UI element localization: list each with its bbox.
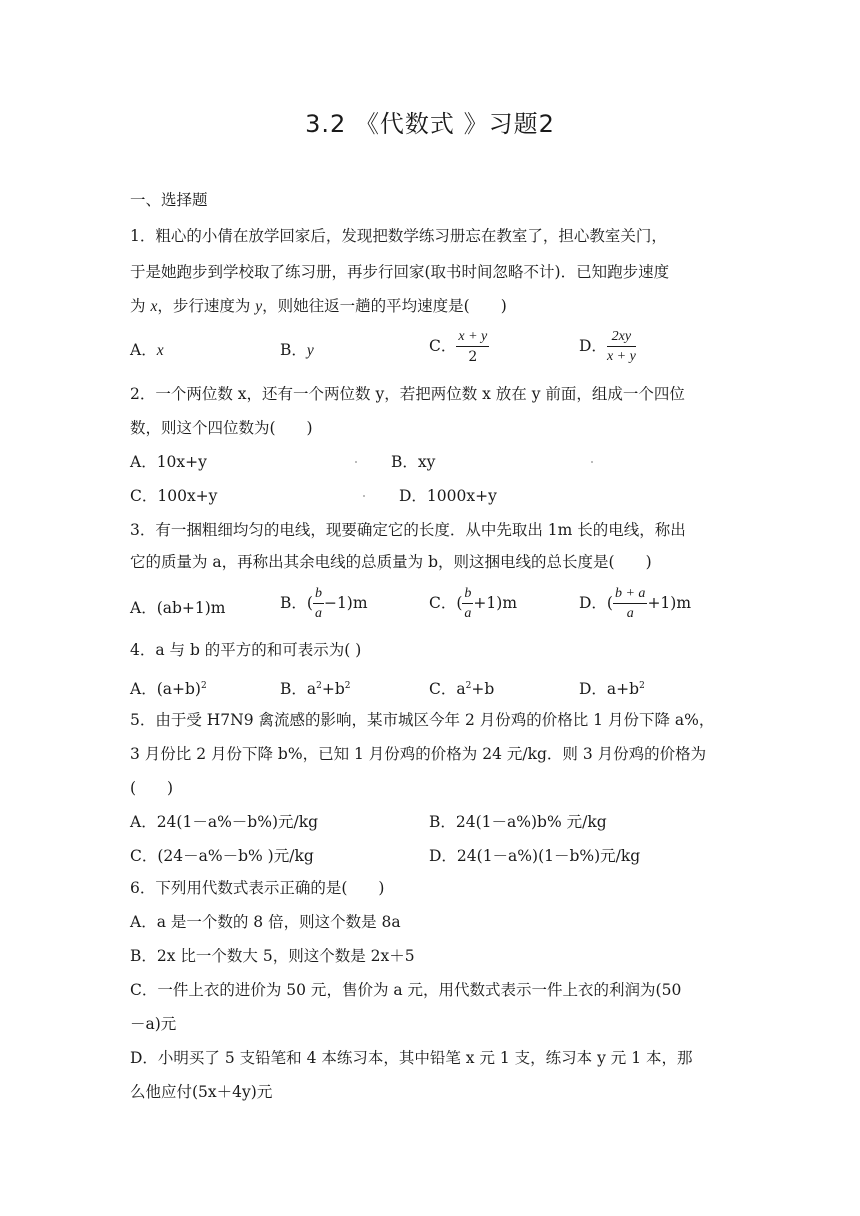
- q6-option-d-line-1: D．小明买了 5 支铅笔和 4 本练习本，其中铅笔 x 元 1 支，练习本 y 元 1 本，那: [130, 1049, 693, 1067]
- q3-option-d: D．( $\frac{b + a}{a}$ +1)m: [579, 586, 692, 621]
- q3-option-b: B．( $\frac{b}{a}$ −1)m: [280, 586, 368, 621]
- q3-option-a: A．(ab+1)m: [130, 599, 226, 617]
- q6-option-b: B．2x 比一个数大 5，则这个数是 2x＋5: [130, 947, 415, 965]
- q5-line-2: 3 月份比 2 月份下降 b%，已知 1 月份鸡的价格为 24 元/kg．则 3 月份鸡的价格为: [130, 745, 707, 763]
- q4-option-c: C．$a^2+b$: [429, 680, 495, 698]
- q6-option-d-line-2: 么他应付(5x＋4y)元: [130, 1083, 273, 1101]
- q6-option-c-line-1: C．一件上衣的进价为 50 元，售价为 a 元，用代数式表示一件上衣的利润为(50: [130, 981, 682, 999]
- q2-option-a: A．10x+y: [130, 453, 207, 471]
- q5-option-d: D．24(1－a%)(1－b%)元/kg: [429, 847, 641, 865]
- section-heading: 一、选择题: [130, 191, 208, 209]
- q1-line-3: 为 x，步行速度为 y，则她往返一趟的平均速度是( ): [130, 297, 507, 315]
- q5-line-1: 5．由于受 H7N9 禽流感的影响，某市城区今年 2 月份鸡的价格比 1 月份下降 a%，: [130, 711, 715, 729]
- speck-mark: [363, 495, 365, 497]
- q1-option-b: B．y: [280, 341, 314, 359]
- q5-option-c: C．(24－a%－b% )元/kg: [130, 847, 314, 865]
- q5-option-a: A．24(1－a%－b%)元/kg: [130, 813, 319, 831]
- q4-line-1: 4．a 与 b 的平方的和可表示为( ): [130, 641, 362, 659]
- q6-option-c-line-2: －a)元: [130, 1015, 177, 1033]
- q5-option-b: B．24(1－a%)b% 元/kg: [429, 813, 607, 831]
- q1-option-c: C． $\frac{x + y}{2}$: [429, 329, 488, 365]
- q4-option-d: D．$a+b^2$: [579, 680, 645, 698]
- q3-line-2: 它的质量为 a，再称出其余电线的总质量为 b，则这捆电线的总长度是( ): [130, 553, 652, 571]
- q1-d-fraction: $\frac{2xy}{x + y}$: [606, 329, 636, 364]
- q2-line-2: 数，则这个四位数为( ): [130, 419, 313, 437]
- q4-option-b: B．$a^2+b^2$: [280, 680, 351, 698]
- q1-line-1: 1．粗心的小倩在放学回家后，发现把数学练习册忘在教室了，担心教室关门，: [130, 227, 667, 245]
- q3-line-1: 3．有一捆粗细均匀的电线，现要确定它的长度．从中先取出 1m 长的电线，称出: [130, 521, 686, 539]
- q1-c-fraction: $\frac{x + y}{2}$: [458, 329, 488, 365]
- q2-option-b: B．xy: [391, 453, 436, 471]
- page-title: 3.2 《代数式 》习题2: [305, 110, 555, 138]
- q1-line-2: 于是她跑步到学校取了练习册，再步行回家(取书时间忽略不计)．已知跑步速度: [130, 263, 670, 281]
- speck-mark: [355, 461, 357, 463]
- q3-option-c: C．( $\frac{b}{a}$ +1)m: [429, 586, 518, 621]
- q6-line-1: 6．下列用代数式表示正确的是( ): [130, 879, 385, 897]
- speck-mark: [591, 461, 593, 463]
- q2-option-d: D．1000x+y: [399, 487, 497, 505]
- q5-line-3: ( ): [130, 779, 174, 797]
- q2-option-c: C．100x+y: [130, 487, 218, 505]
- q1-option-a: A．x: [130, 341, 164, 359]
- q6-option-a: A．a 是一个数的 8 倍，则这个数是 8a: [130, 913, 401, 931]
- q4-option-a: A．$(a+b)^2$: [130, 680, 207, 698]
- q1-option-d: D． $\frac{2xy}{x + y}$: [579, 329, 636, 364]
- q2-line-1: 2．一个两位数 x，还有一个两位数 y，若把两位数 x 放在 y 前面，组成一个四位: [130, 385, 685, 403]
